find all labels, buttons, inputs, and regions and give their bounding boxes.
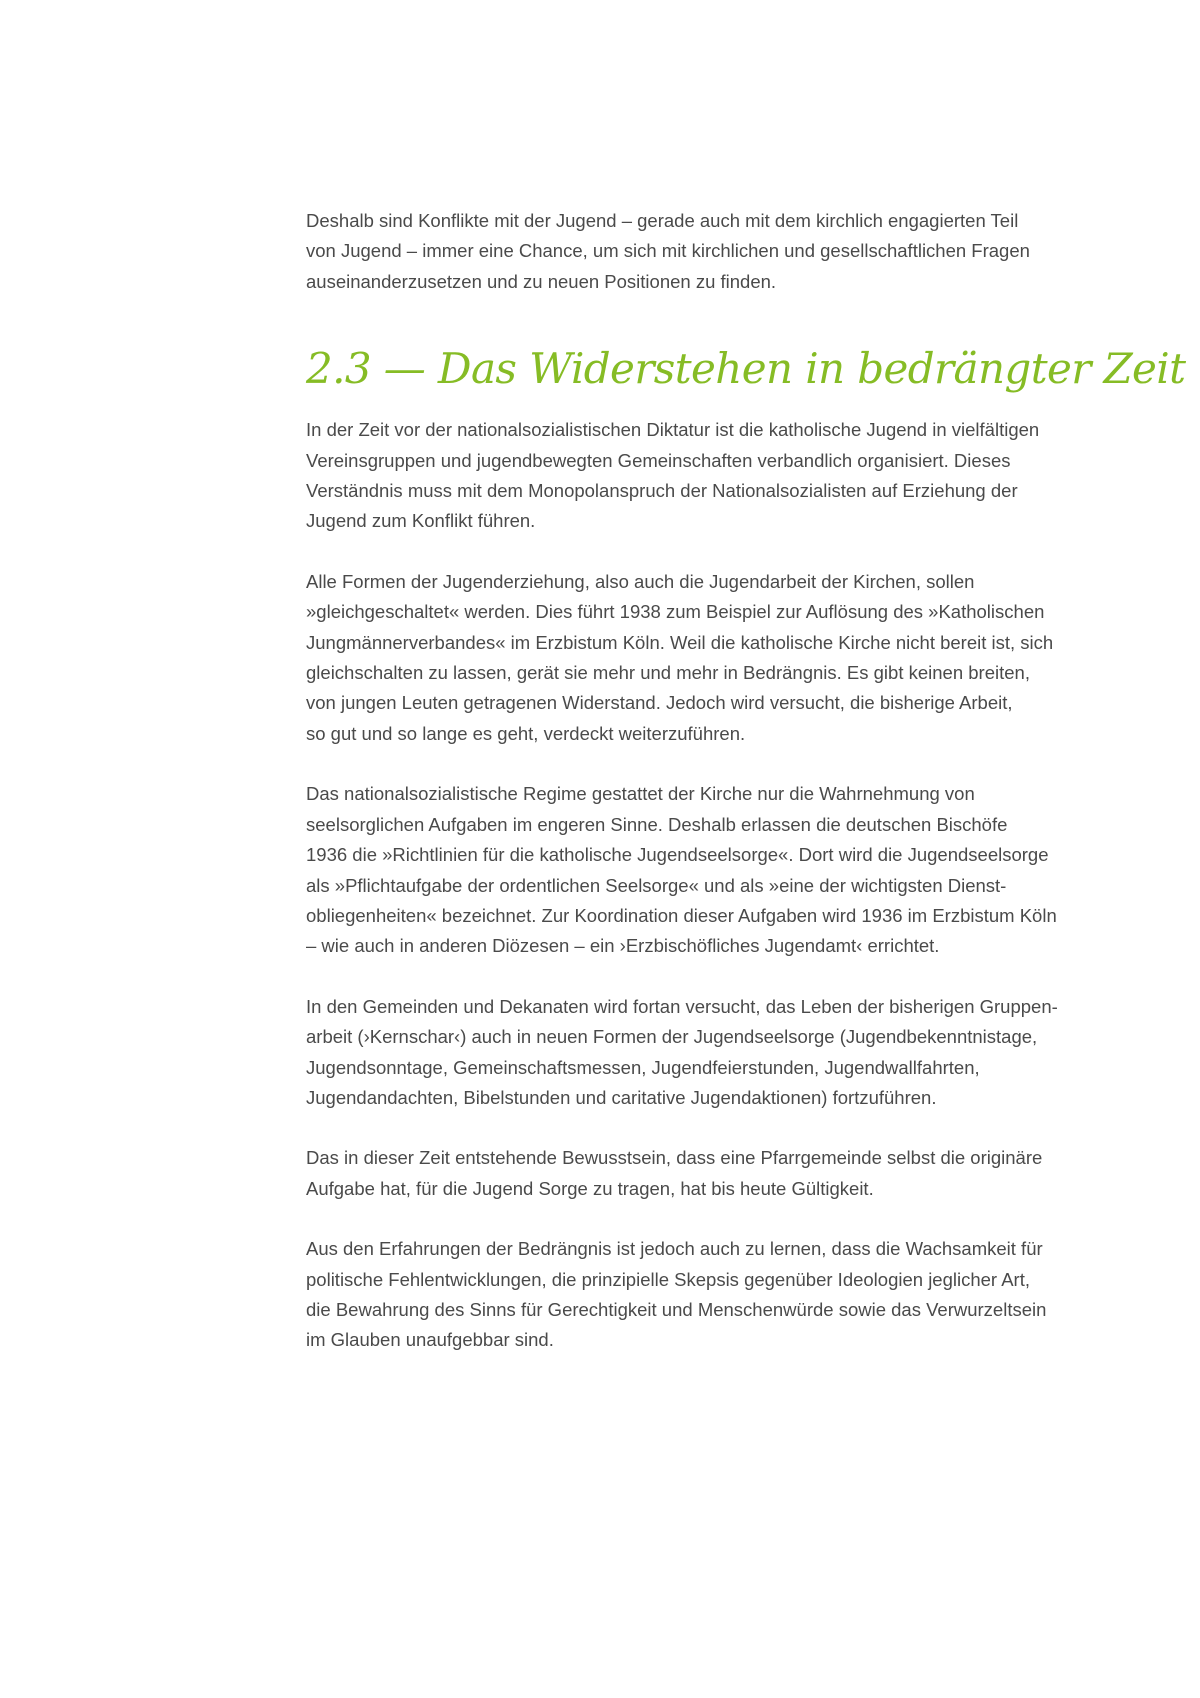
- text-line: von jungen Leuten getragenen Widerstand. Jedoch wird versucht, die bisherige Arbeit,: [306, 692, 1013, 714]
- text-line: »gleichgeschaltet« werden. Dies führt 1938 zum Beispiel zur Auflösung des »Katholischen: [306, 601, 1045, 623]
- text-line: Jungmännerverbandes« im Erzbistum Köln. Weil die katholische Kirche nicht bereit ist, sich: [306, 631, 1054, 653]
- text-line: seelsorglichen Aufgaben im engeren Sinne. Deshalb erlassen die deutschen Bischöfe: [306, 813, 1008, 835]
- body-paragraph: [306, 992, 1106, 1114]
- body-paragraph: [306, 1234, 1106, 1356]
- text-line: Aufgabe hat, für die Jugend Sorge zu tragen, hat bis heute Gültigkeit.: [306, 1177, 874, 1199]
- text-line: In den Gemeinden und Dekanaten wird fortan versucht, das Leben der bisherigen Gruppen-: [306, 995, 1058, 1017]
- text-line: In der Zeit vor der nationalsozialistischen Diktatur ist die katholische Jugend in vielfältigen: [306, 419, 1040, 441]
- text-line: Jugend zum Konflikt führen.: [306, 510, 536, 532]
- body-paragraph: [306, 779, 1106, 961]
- body-paragraph: [306, 567, 1106, 749]
- text-line: Verständnis muss mit dem Monopolanspruch der Nationalsozialisten auf Erziehung der: [306, 480, 1018, 502]
- body-paragraph: [306, 1143, 1106, 1204]
- text-line: Vereinsgruppen und jugendbewegten Gemeinschaften verbandlich organisiert. Dieses: [306, 449, 1011, 471]
- text-line: Aus den Erfahrungen der Bedrängnis ist jedoch auch zu lernen, dass die Wachsamkeit für: [306, 1238, 1043, 1260]
- text-line: im Glauben unaufgebbar sind.: [306, 1329, 554, 1351]
- text-line: Das nationalsozialistische Regime gestattet der Kirche nur die Wahrnehmung von: [306, 783, 975, 805]
- text-line: auseinanderzusetzen und zu neuen Positionen zu finden.: [306, 270, 777, 292]
- text-line: politische Fehlentwicklungen, die prinzipielle Skepsis gegenüber Ideologien jeglicher Art,: [306, 1268, 1030, 1290]
- text-line: gleichschalten zu lassen, gerät sie mehr und mehr in Bedrängnis. Es gibt keinen breiten,: [306, 662, 1030, 684]
- text-line: Das in dieser Zeit entstehende Bewusstsein, dass eine Pfarrgemeinde selbst die originäre: [306, 1147, 1043, 1169]
- text-line: Alle Formen der Jugenderziehung, also auch die Jugendarbeit der Kirchen, sollen: [306, 570, 975, 592]
- text-line: als »Pflichtaufgabe der ordentlichen Seelsorge« und als »eine der wichtigsten Dienst-: [306, 874, 1007, 896]
- intro-paragraph: [306, 206, 1106, 297]
- text-line: so gut und so lange es geht, verdeckt weiterzuführen.: [306, 722, 746, 744]
- text-line: von Jugend – immer eine Chance, um sich mit kirchlichen und gesellschaftlichen Fragen: [306, 240, 1030, 262]
- text-line: – wie auch in anderen Diözesen – ein ›Erzbischöfliches Jugendamt‹ errichtet.: [306, 935, 940, 957]
- text-column: [306, 206, 1186, 1356]
- body-paragraph: [306, 415, 1106, 537]
- text-line: Deshalb sind Konflikte mit der Jugend – gerade auch mit dem kirchlich engagierten Teil: [306, 210, 1019, 231]
- text-line: Jugendsonntage, Gemeinschaftsmessen, Jugendfeierstunden, Jugendwallfahrten,: [306, 1056, 980, 1078]
- section-heading: 2.3 — Das Widerstehen in bedrängter Zeit: [306, 344, 1186, 394]
- text-line: obliegenheiten« bezeichnet. Zur Koordination dieser Aufgaben wird 1936 im Erzbistum Köln: [306, 904, 1057, 926]
- text-line: 1936 die »Richtlinien für die katholische Jugendseelsorge«. Dort wird die Jugendseelsorge: [306, 844, 1049, 866]
- text-line: die Bewahrung des Sinns für Gerechtigkeit und Menschenwürde sowie das Verwurzeltsein: [306, 1298, 1047, 1320]
- text-line: arbeit (›Kernschar‹) auch in neuen Formen der Jugendseelsorge (Jugendbekenntnistage,: [306, 1026, 1038, 1048]
- text-line: Jugendandachten, Bibelstunden und caritative Jugendaktionen) fortzuführen.: [306, 1086, 937, 1108]
